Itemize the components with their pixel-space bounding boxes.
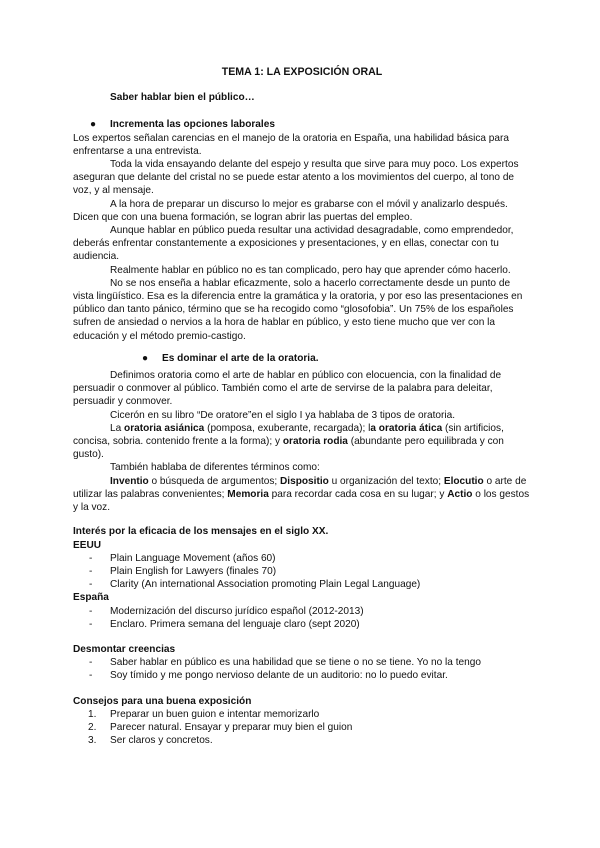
section-heading-interes: Interés por la eficacia de los mensajes en el siglo XX. [73,526,329,538]
paragraph: Aunque hablar en público pueda resultar una actividad desagradable, como emprendedor, deberás enfrentar constantemente a exposiciones y presentaciones, y en ellas, conectar con tu audiencia. [73,225,514,263]
section-heading-consejos: Consejos para una buena exposición [73,695,252,707]
bullet-heading-text: Es dominar el arte de la oratoria. [162,352,319,364]
paragraph: Definimos oratoria como el arte de hablar en público con elocuencia, con la finalidad de persuadir o conmover al público. También como el arte de servirse de la palabra para deleitar, persuadir y conmover. [73,370,502,408]
list-eeuu [73,552,531,592]
list-item: - Soy tímido y me pongo nervioso delante de un auditorio: no lo puedo evitar. [73,669,531,682]
list-item: 1. Preparar un buen guion e intentar memorizarlo [88,708,320,720]
bullet-icon: ● [142,352,149,364]
bullet-icon: ● [90,119,97,131]
document-body [73,66,531,747]
list-item: - Clarity (An international Association promoting Plain Legal Language) [73,578,531,591]
subheading-espana: España [73,592,109,604]
bullet-heading-1 [90,118,531,131]
list-item: - Plain English for Lawyers (finales 70) [73,565,531,578]
list-creencias [73,656,531,682]
subtitle: Saber hablar bien el público… [110,92,255,104]
paragraph-oratoria-types: La oratoria asiánica (pomposa, exuberante, recargada); la oratoria ática (sin artificios, concisa, sobria. contenido frente a la forma); y oratoria rodia (abundante pero equilibrada y con gusto). [73,422,504,461]
bullet-heading-2 [142,352,531,365]
list-item: - Modernización del discurso jurídico español (2012-2013) [73,605,531,618]
list-item: - Plain Language Movement (años 60) [73,552,531,565]
paragraph: Los expertos señalan carencias en el manejo de la oratoria en España, una habilidad básica para enfrentarse a una entrevista. [73,132,510,157]
list-item: - Saber hablar en público es una habilidad que se tiene o no se tiene. Yo no la tengo [73,656,531,669]
paragraph: A la hora de preparar un discurso lo mejor es grabarse con el móvil y analizarlo después. Dicen que con una buena formación, se logran abrir las puertas del empleo. [73,198,508,223]
list-consejos [73,708,531,748]
subheading-eeuu: EEUU [73,539,102,551]
list-item: - Enclaro. Primera semana del lenguaje claro (sept 2020) [73,618,531,631]
paragraph: Toda la vida ensayando delante del espejo y resulta que sirve para muy poco. Los expertos aseguran que delante del cristal no se puede estar atento a los movimientos del cuerpo, al tono de voz, y al mensaje. [73,159,519,197]
paragraph: Cicerón en su libro “De oratore”en el siglo I ya hablaba de 3 tipos de oratoria. [110,409,456,421]
paragraph: También hablaba de diferentes términos como: [110,462,320,474]
list-item: 2. Parecer natural. Ensayar y preparar muy bien el guion [88,721,353,733]
paragraph: Realmente hablar en público no es tan complicado, pero hay que aprender cómo hacerlo. [110,264,511,276]
section-heading-creencias: Desmontar creencias [73,643,176,655]
bullet-heading-text: Incrementa las opciones laborales [110,119,275,131]
paragraph: No se nos enseña a hablar eficazmente, solo a hacerlo correctamente desde un punto de vista lingüístico. Esa es la diferencia entre la gramática y la oratoria, y por eso las presentaciones en público dan tanto pánico, término que se ha recogido como “glosofobia”. Un 75% de los españoles sufren de ansiedad o nervios a la hora de hablar en público, y esto tiene mucho que ver con la educación y el método premio-castigo. [73,277,523,342]
list-espana [73,605,531,631]
page-title: TEMA 1: LA EXPOSICIÓN ORAL [221,66,383,78]
paragraph-terms: Inventio o búsqueda de argumentos; Dispositio u organización del texto; Elocutio o arte de utilizar las palabras convenientes; Memoria para recordar cada cosa en su lugar; y Actio o los gestos y la voz. [73,475,530,514]
list-item: 3. Ser claros y concretos. [88,735,213,747]
